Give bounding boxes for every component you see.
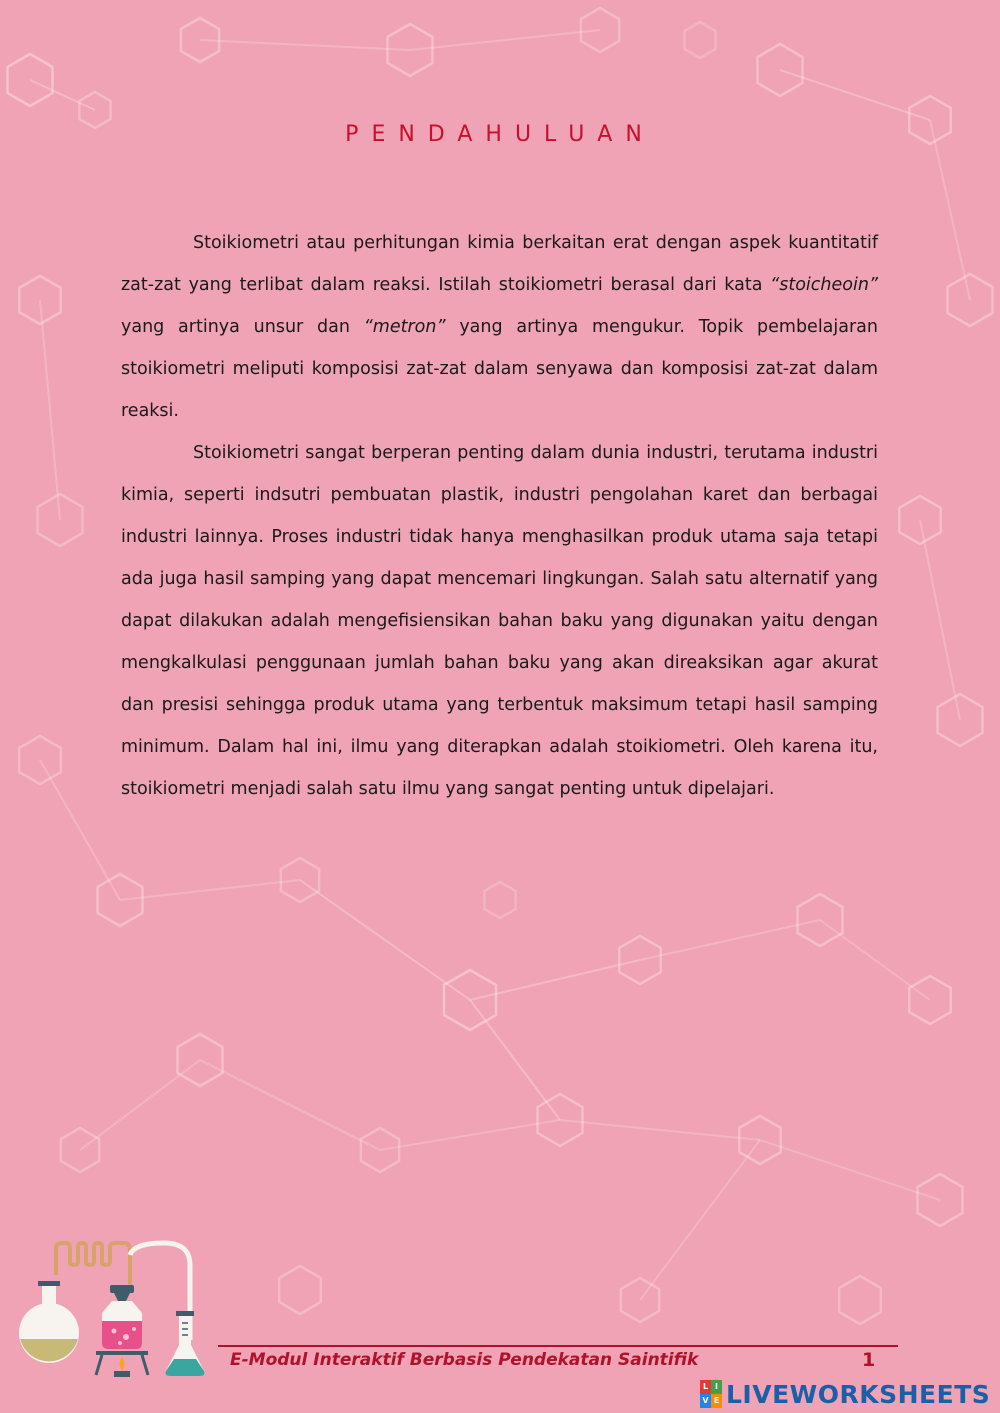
italic-term: “metron” [363, 317, 446, 337]
bond-line [30, 80, 95, 110]
text-run: yang artinya mengukur. Topik pembelajaran stoikiometri meliputi komposisi zat-zat dalam senyawa dan komposisi zat-zat dalam reaksi. [121, 317, 878, 421]
badge-letter: V [700, 1394, 711, 1408]
bond-line [40, 760, 120, 900]
liveworksheets-wordmark: LIVEWORKSHEETS [726, 1379, 991, 1409]
hexagon-shape [684, 22, 715, 58]
bond-line [300, 880, 470, 1000]
bond-line [380, 1120, 560, 1150]
hexagon-shape [839, 1276, 881, 1324]
paragraph-2 [121, 432, 878, 810]
paragraph-1 [121, 222, 878, 432]
text-run: Stoikiometri sangat berperan penting dalam dunia industri, terutama industri kimia, seperti indsutri pembuatan plastik, industri pengolahan karet dan berbagai industri lainnya. Proses industri tidak hanya menghasilkan produk utama saja tetapi ada juga hasil samping yang dapat mencemari lingkungan. Salah satu alternatif yang dapat dilakukan adalah mengefisiensikan bahan baku yang digunakan yaitu dengan mengkalkulasi penggunaan jumlah bahan baku yang akan direaksikan agar akurat dan presisi sehingga produk utama yang terbentuk maksimum tetapi hasil samping minimum. Dalam hal ini, ilmu yang diterapkan adalah stoikiometri. Oleh karena itu, stoikiometri menjadi salah satu ilmu yang sangat penting untuk dipelajari. [121, 443, 878, 799]
bond-line [930, 120, 970, 300]
body-text [121, 222, 878, 810]
page-number: 1 [862, 1349, 876, 1371]
footer-module-title: E-Modul Interaktif Berbasis Pendekatan Saintifik [230, 1350, 699, 1370]
bond-line [640, 920, 820, 960]
bond-line [640, 1140, 760, 1300]
bond-line [470, 960, 640, 1000]
bond-line [40, 300, 60, 520]
badge-letter: L [700, 1380, 711, 1394]
bond-line [410, 30, 600, 50]
text-run: yang artinya unsur dan [121, 317, 364, 337]
footer-rule [218, 1345, 898, 1347]
italic-term: “stoicheoin” [770, 275, 878, 295]
bond-line [120, 880, 300, 900]
bond-line [560, 1120, 760, 1140]
page-title: PENDAHULUAN [345, 122, 655, 147]
liveworksheets-logo [700, 1376, 990, 1412]
bond-line [920, 520, 960, 720]
badge-letter: I [711, 1380, 722, 1394]
hexagon-shape [279, 1266, 321, 1314]
bond-line [470, 1000, 560, 1120]
bond-line [780, 70, 930, 120]
bond-line [80, 1060, 200, 1150]
bond-line [820, 920, 930, 1000]
text-run: Stoikiometri atau perhitungan kimia berkaitan erat dengan aspek kuantitatif zat-zat yang terlibat dalam reaksi. Istilah stoikiometri berasal dari kata [121, 233, 878, 295]
liveworksheets-badge-icon [700, 1380, 722, 1408]
badge-letter: E [711, 1394, 722, 1408]
bond-line [200, 1060, 380, 1150]
hexagon-shape [484, 882, 515, 918]
lab-equipment-illustration [14, 1235, 224, 1380]
bond-line [200, 40, 410, 50]
bond-line [760, 1140, 940, 1200]
